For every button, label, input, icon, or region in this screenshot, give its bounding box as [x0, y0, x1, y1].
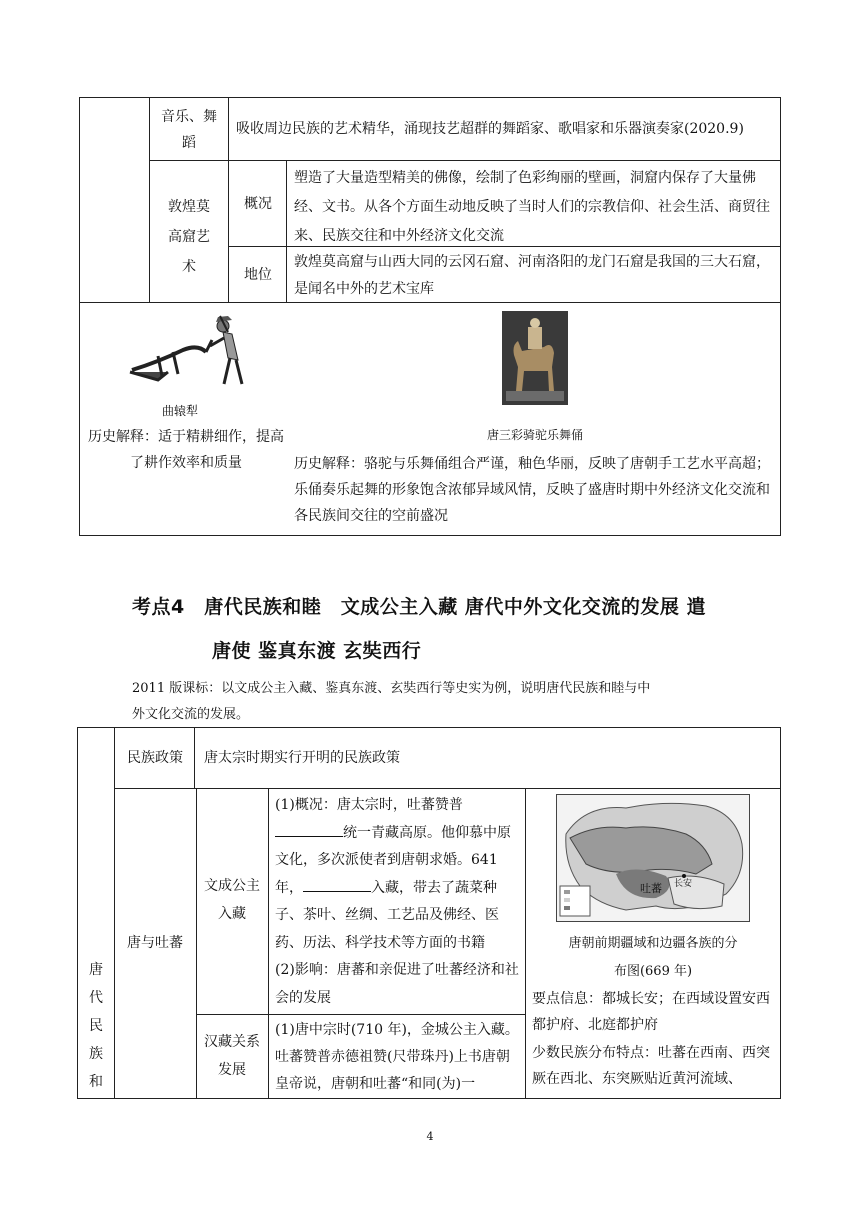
map-label-tubo: 吐蕃 [640, 882, 662, 895]
wencheng-label: 文成公主入藏 [204, 878, 260, 922]
wencheng-text: (1)概况：唐太宗时，吐蕃赞普 统一青藏高原。他仰慕中原文化，多次派使者到唐朝求婚。641年， 入藏，带去了蔬菜种子、茶叶、丝绸、工艺品及佛经、医药、历法、科学技术等方面的书籍 (2)影响：唐蕃和亲促进了吐蕃经济和社会的发展 [275, 797, 519, 1006]
plough-explanation: 历史解释：适于精耕细作，提高了耕作效率和质量 [88, 429, 284, 471]
section-title-line-2: 唐使 鉴真东渡 玄奘西行 [212, 640, 422, 662]
status-text: 敦煌莫高窟与山西大同的云冈石窟、河南洛阳的龙门石窟是我国的三大石窟，是闻名中外的艺术宝库 [294, 254, 770, 297]
page-number: 4 [426, 1130, 434, 1143]
section-title-line-1: 考点4 唐代民族和睦 文成公主入藏 唐代中外文化交流的发展 遣 [132, 596, 706, 618]
key-info: 要点信息：都城长安；在西域设置安西都护府、北庭都护府 [532, 991, 770, 1033]
minority-distribution: 少数民族分布特点：吐蕃在西南、西突厥在西北、东突厥贴近黄河流域、 [532, 1045, 770, 1087]
music-dance-label: 音乐、舞蹈 [161, 109, 217, 151]
policy-label: 民族政策 [127, 750, 183, 766]
overview-text: 塑造了大量造型精美的佛像，绘制了色彩绚丽的壁画，洞窟内保存了大量佛经、文书。从各个方面生动地反映了当时人们的宗教信仰、社会生活、商贸往来、民族交往和中外经济文化交流 [294, 170, 770, 244]
map-caption: 唐朝前期疆域和边疆各族的分布图(669 年) [568, 936, 738, 979]
camel-explanation: 历史解释：骆驼与乐舞俑组合严谨，釉色华丽，反映了唐朝手工艺水平高超；乐俑奏乐起舞的形象饱含浓郁异域风情，反映了盛唐时期中外经济文化交流和各民族间交往的空前盛况 [294, 456, 770, 524]
tang-sancai-camel-image [502, 311, 568, 405]
dunhuang-label: 敦煌莫高窟艺术 [168, 199, 210, 275]
tubo-label: 唐与吐蕃 [127, 935, 183, 951]
answer-blank-1[interactable] [275, 822, 343, 837]
tang-territory-map [556, 794, 750, 922]
music-dance-text: 吸收周边民族的艺术精华，涌现技艺超群的舞蹈家、歌唱家和乐器演奏家(2020.9) [236, 121, 744, 137]
answer-blank-2[interactable] [303, 877, 371, 892]
map-label-changan: 长安 [674, 879, 693, 889]
overview-label: 概况 [244, 196, 272, 212]
camel-caption: 唐三彩骑驼乐舞俑 [486, 428, 583, 442]
hanzang-text: (1)唐中宗时(710 年)，金城公主入藏。吐蕃赞普赤德祖赞(尺带珠丹)上书唐朝皇帝说，唐朝和吐蕃“和同(为)一 [275, 1022, 519, 1092]
curriculum-standard-line-1: 2011 版课标：以文成公主入藏、鉴真东渡、玄奘西行等史实为例，说明唐代民族和睦与中 [132, 681, 651, 696]
hanzang-label: 汉藏关系发展 [204, 1034, 260, 1078]
curriculum-standard-line-2: 外文化交流的发展。 [132, 707, 250, 722]
plough-caption: 曲辕犁 [161, 404, 198, 418]
status-label: 地位 [244, 267, 272, 283]
curved-plough-image [128, 312, 258, 392]
policy-text: 唐太宗时期实行开明的民族政策 [204, 750, 400, 766]
side-label: 唐 代 民 族 和 [89, 962, 103, 1090]
